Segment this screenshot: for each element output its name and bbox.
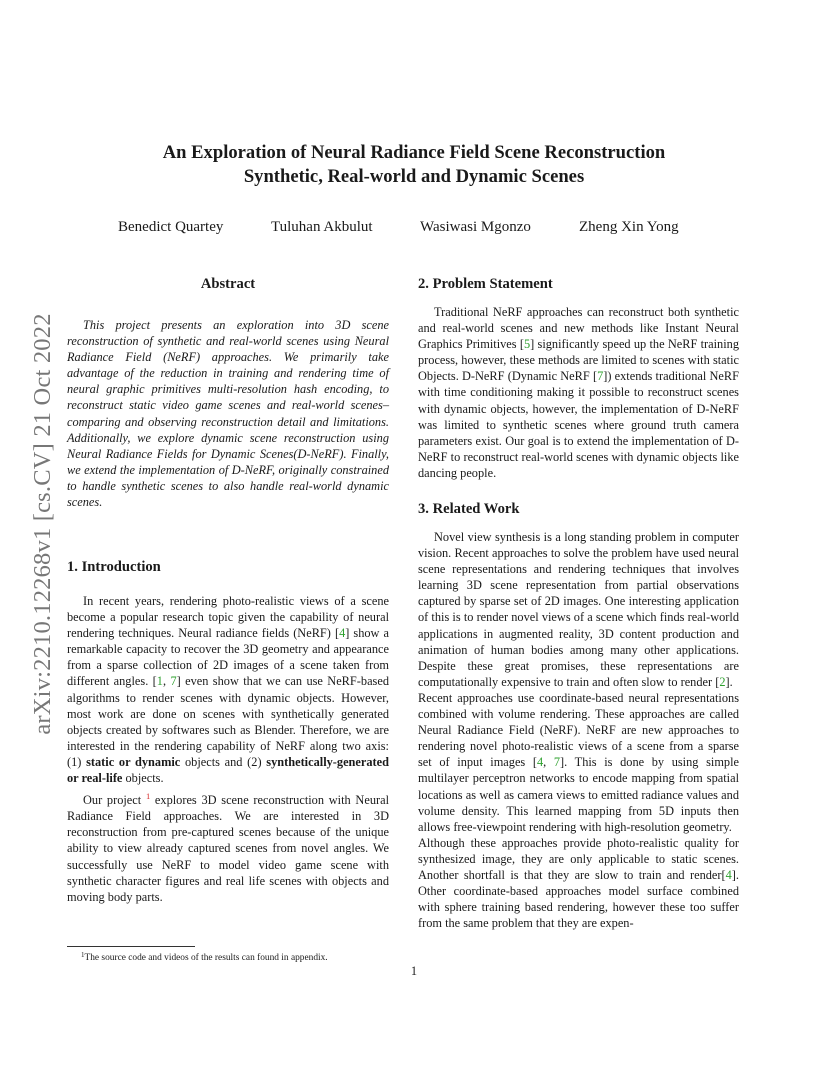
footnote-mark: 1 — [81, 951, 85, 959]
related-paragraph-3: Although these approaches provide photo-realistic quality for synthesized image, they are only applicable to static scenes. Another shortfall is that they are slow to train and render[4]. Other coordinate-based approaches model surface combined with sphere training based rendering, however these too suffer from the same problem that they are expen- — [418, 835, 739, 931]
footnote-divider — [67, 946, 195, 947]
related-paragraph-2: Recent approaches use coordinate-based neural representations combined with volume rendering. These approaches are called Neural Radiance Field (NeRF). NeRF are new approaches to rendering novel photo-realistic views of a scene from a sparse set of input images [4, 7]. This is done by using simple multilayer perceptron networks to encode mapping from spatial locations as well as camera views to emitted radiance values and volume density. This learned mapping from 5D inputs then allows free-viewpoint rendering with high-resolution geometry. — [418, 690, 739, 834]
author-name: Benedict Quartey — [118, 219, 224, 235]
intro-paragraph-1: In recent years, rendering photo-realistic views of a scene become a popular research topic given the capability of neural rendering techniques. Neural radiance fields (NeRF) [4] show a remarkable capacity to recover the 3D geometry and appearance from a sparse collection of 2D images of a scene taken from different angles. [1, 7] even show that we can use NeRF-based algorithms to render scenes with dynamic objects. However, most work are done on scenes with synthetically generated objects created by softwares such as Blender. Therefore, we are interested in the rendering capability of NeRF along two axis: (1) static or dynamic objects and (2) synthetically-generated or real-life objects. — [67, 594, 390, 786]
intro-heading: 1. Introduction — [67, 559, 161, 575]
citation-link[interactable]: 7 — [597, 369, 604, 384]
problem-body — [418, 304, 739, 481]
arxiv-id: arXiv:2210.12268v1 [cs.CV] 21 Oct 2022 — [29, 313, 56, 735]
citation-link[interactable]: 5 — [523, 337, 531, 352]
citation-link[interactable]: 2 — [719, 674, 726, 689]
citation-link[interactable]: 1 — [156, 674, 163, 689]
abstract-heading: Abstract — [200, 276, 256, 292]
intro-paragraph-2: Our project $^1$ explores 3D scene reconstruction with Neural Radiance Field approaches. We are interested in 3D reconstruction from pre-captured scenes because of the unique ability to view already captured scenes from novel angles. We successfully use NeRF to model video game scene with synthetic character figures and real life scenes with objects and moving body parts. — [67, 791, 390, 904]
citation-link[interactable]: 7 — [553, 755, 561, 770]
emphasis: static or dynamic — [86, 754, 181, 769]
footnote — [67, 952, 389, 964]
related-heading: 3. Related Work — [418, 501, 520, 517]
citation-link[interactable]: 7 — [170, 674, 177, 689]
problem-heading: 2. Problem Statement — [418, 276, 553, 292]
paper-title — [0, 141, 828, 189]
author-name: Tuluhan Akbulut — [271, 219, 373, 235]
author-list — [0, 219, 828, 239]
author-name: Zheng Xin Yong — [579, 219, 679, 235]
page-number: 1 — [410, 964, 418, 978]
title-line-2: Synthetic, Real-world and Dynamic Scenes — [243, 166, 585, 187]
title-line-1: An Exploration of Neural Radiance Field Scene Reconstruction — [162, 142, 666, 163]
abstract-text: This project presents an exploration into 3D scene reconstruction of synthetic and real-world scenes using Neural Radiance Field (NeRF) approaches. We primarily take advantage of the reduction in training and rendering time of neural graphic primitives multi-resolution hash encoding, to reconstruct static video game scenes and real-world scenes–comparing and observing reconstruction detail and limitations. Additionally, we explore dynamic scene reconstruction using Neural Radiance Fields for Dynamic Scenes(D-NeRF). Finally, we extend the implementation of D-NeRF, originally constrained to handle synthetic scenes to also handle real-world dynamic scenes. — [67, 318, 389, 510]
author-name: Wasiwasi Mgonzo — [420, 219, 531, 235]
arxiv-sidebar — [23, 290, 63, 758]
citation-link[interactable]: 4 — [339, 626, 346, 641]
related-body — [418, 529, 739, 931]
footnote-text: The source code and videos of the results can found in appendix. — [84, 953, 328, 963]
footnote-mark-link[interactable]: 1 — [145, 791, 151, 802]
citation-link[interactable]: 4 — [725, 867, 732, 882]
intro-body — [67, 593, 389, 905]
problem-paragraph: Traditional NeRF approaches can reconstruct both synthetic and real-world scenes and new methods like Instant Neural Graphics Primitives [5] significantly speed up the NeRF training process, however, these methods are limited to scenes with static Objects. D-NeRF (Dynamic NeRF [7]) extends traditional NeRF with time conditioning making it possible to reconstruct scenes with dynamic objects, however, the implementation of D-NeRF was limited to synthetic scenes where ground truth camera parameters exist. Our goal is to extend the implementation of D-NeRF to reconstruct real-world scenes with dynamic objects like dancing people. — [418, 305, 740, 480]
related-paragraph-1: Novel view synthesis is a long standing problem in computer vision. Recent approaches to solve the problem have used neural scene representations and rendering techniques that involves learning 3D scene representation from partial observations captured by sparse set of 2D images. One interesting application of this is to render novel views of a scene which finds real-world applications in augmented reality, 3D content production and animation of human bodies among many other applications. Despite these great promises, these representations are computationally expensive to train and often slow to render [2]. — [418, 530, 739, 689]
citation-link[interactable]: 4 — [536, 755, 544, 770]
emphasis: synthetically-generated or real-life — [67, 754, 390, 786]
abstract-body — [67, 317, 389, 510]
